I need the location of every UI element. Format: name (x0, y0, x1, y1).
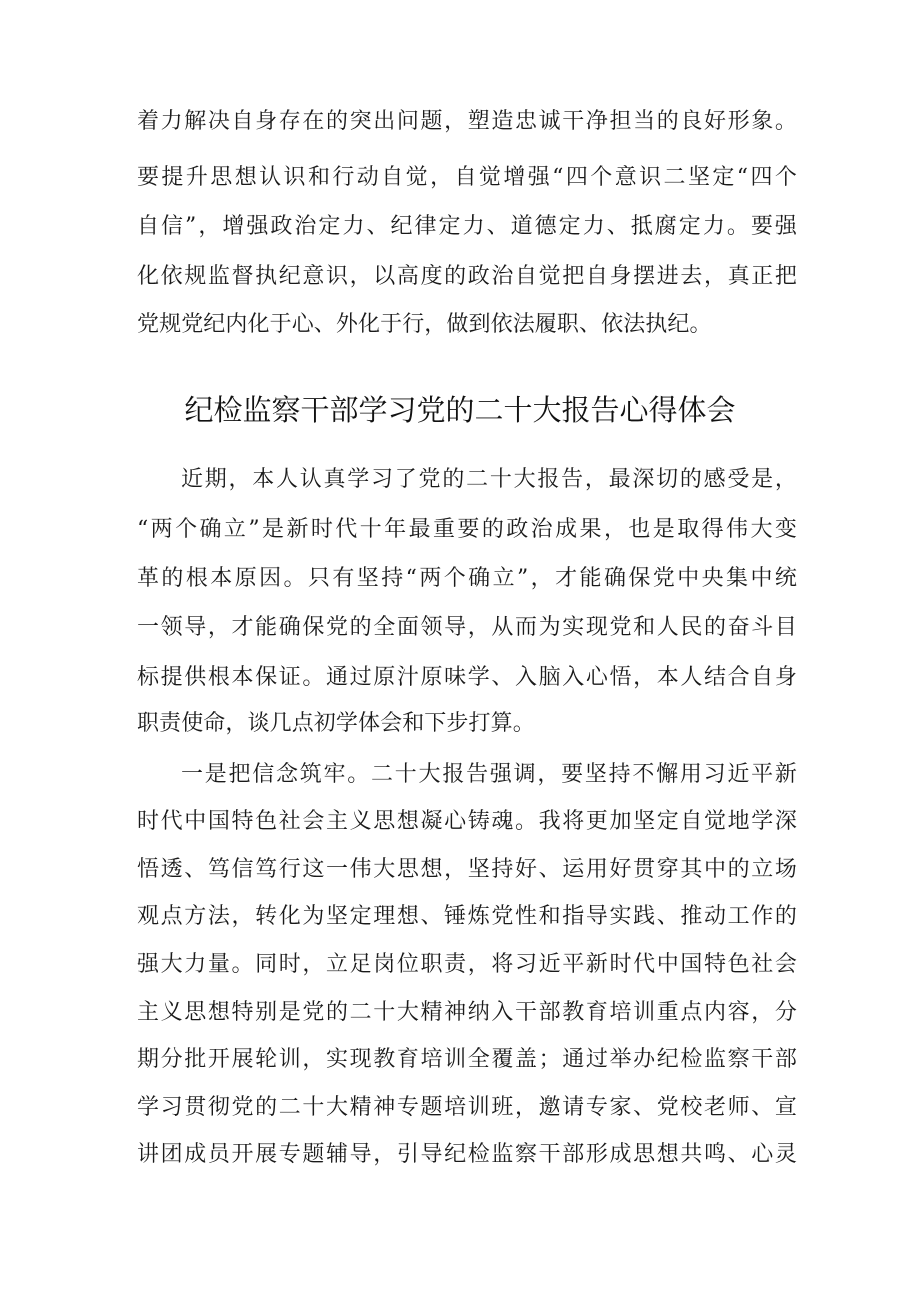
paragraph-line: 职责使命，谈几点初学体会和下步打算。 (137, 711, 535, 736)
paragraph-line: 时代中国特色社会主义思想凝心铸魂。我将更加坚定自觉地学深 (137, 809, 797, 834)
paragraph-line: 要提升思想认识和行动自觉，自觉增强“四个意识二坚定“四个 (137, 165, 797, 190)
paragraph-line: 观点方法，转化为坚定理想、锤炼党性和指导实践、推动工作的 (137, 904, 797, 929)
paragraph-line: 化依规监督执纪意识，以高度的政治自觉把自身摆进去，真正把 (137, 264, 797, 289)
paragraph-line: 学习贯彻党的二十大精神专题培训班，邀请专家、党校老师、宣 (137, 1095, 797, 1120)
paragraph-line: 强大力量。同时，立足岗位职责，将习近平新时代中国特色社会 (137, 952, 797, 977)
paragraph-line: 自信”，增强政治定力、纪律定力、道德定力、抵腐定力。要强 (137, 214, 797, 239)
paragraph-line: 一是把信念筑牢。二十大报告强调，要坚持不懈用习近平新 (181, 762, 797, 787)
section-heading: 纪检监察干部学习党的二十大报告心得体会 (184, 393, 736, 427)
paragraph-line: 一领导，才能确保党的全面领导，从而为实现党和人民的奋斗目 (137, 615, 797, 640)
paragraph-line: “两个确立”是新时代十年最重要的政治成果，也是取得伟大变 (137, 517, 797, 542)
paragraph-line: 近期，本人认真学习了党的二十大报告，最深切的感受是， (181, 467, 797, 492)
paragraph-line: 革的根本原因。只有坚持“两个确立”，才能确保党中央集中统 (137, 566, 797, 591)
paragraph-line: 讲团成员开展专题辅导，引导纪检监察干部形成思想共鸣、心灵 (137, 1142, 797, 1167)
paragraph-line: 期分批开展轮训，实现教育培训全覆盖；通过举办纪检监察干部 (137, 1047, 797, 1072)
paragraph-line: 悟透、笃信笃行这一伟大思想，坚持好、运用好贯穿其中的立场 (137, 857, 797, 882)
paragraph-line: 党规党纪内化于心、外化于行，做到依法履职、依法执纪。 (137, 312, 712, 337)
paragraph-line: 标提供根本保证。通过原汁原味学、入脑入心悟，本人结合自身 (137, 665, 797, 690)
paragraph-line: 主义思想特别是党的二十大精神纳入干部教育培训重点内容，分 (137, 1000, 797, 1025)
paragraph-line: 着力解决自身存在的突出问题，塑造忠诚干净担当的良好形象。 (137, 109, 797, 134)
